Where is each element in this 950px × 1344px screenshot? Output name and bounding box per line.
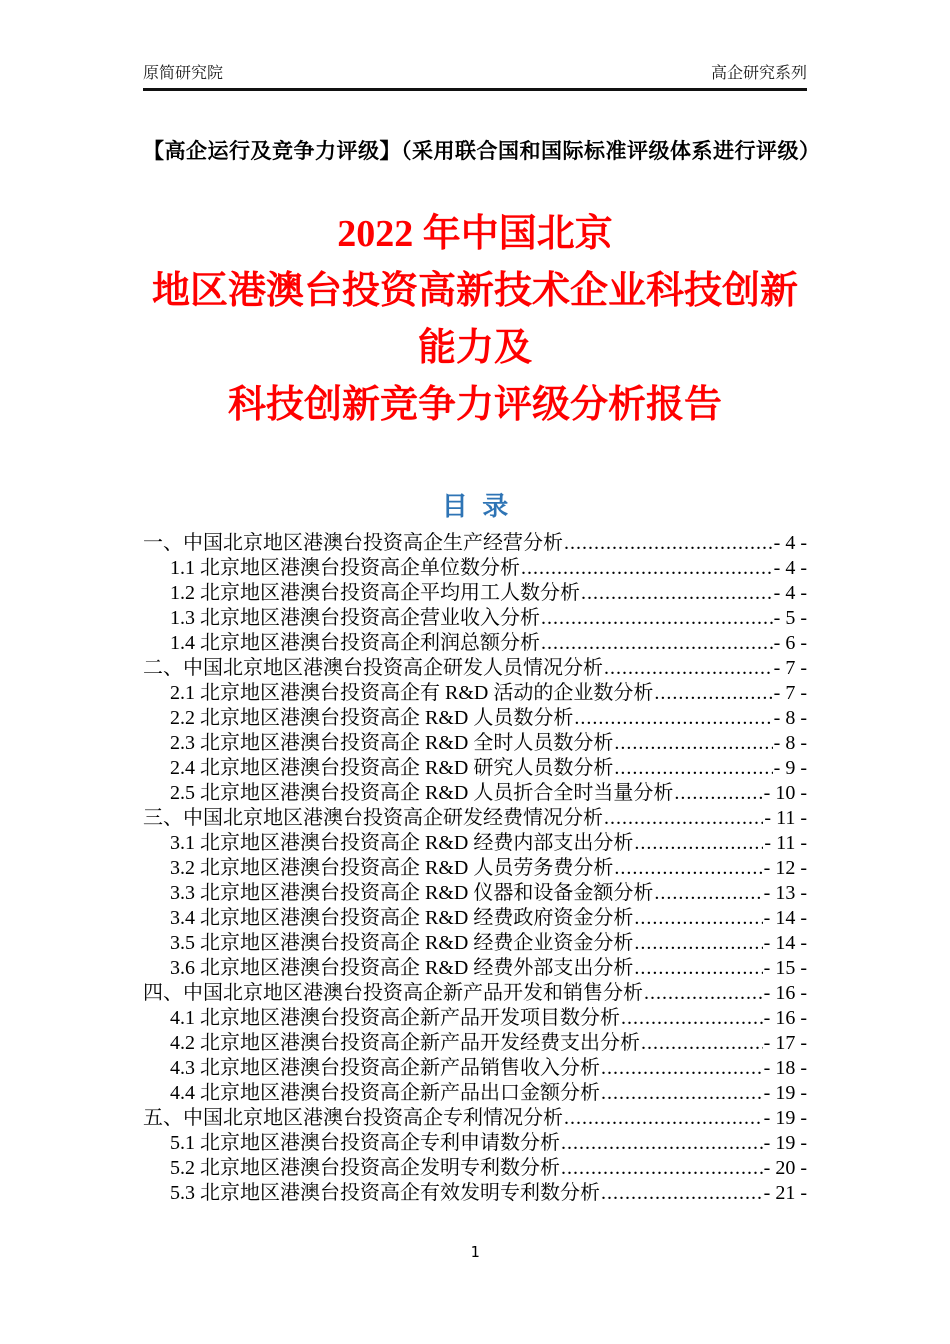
toc-leader-dots (564, 531, 773, 556)
toc-leader-dots (574, 706, 772, 731)
toc-entry-title: 1.4 北京地区港澳台投资高企利润总额分析 (170, 632, 540, 654)
toc-entry-page: - 21 - (763, 1182, 807, 1204)
toc-entry-title: 2.3 北京地区港澳台投资高企 R&D 全时人员数分析 (170, 732, 614, 754)
toc-entry (143, 756, 807, 781)
toc-entry (143, 1031, 807, 1056)
toc-entry (143, 881, 807, 906)
header-left-text: 原简研究院 (143, 65, 224, 82)
toc-entry (143, 606, 807, 631)
toc-leader-dots (644, 981, 763, 1006)
toc-entry-title: 4.4 北京地区港澳台投资高企新产品出口金额分析 (170, 1082, 600, 1104)
toc-leader-dots (604, 806, 763, 831)
toc-entry (143, 731, 807, 756)
toc-leader-dots (601, 1181, 763, 1206)
toc-entry (143, 1081, 807, 1106)
toc-entry-title: 5.2 北京地区港澳台投资高企发明专利数分析 (170, 1157, 560, 1179)
toc-entry-page: - 15 - (763, 957, 807, 979)
toc-entry-page: - 9 - (773, 757, 807, 779)
toc-entry-title: 4.2 北京地区港澳台投资高企新产品开发经费支出分析 (170, 1032, 640, 1054)
toc-entry-title: 1.2 北京地区港澳台投资高企平均用工人数分析 (170, 582, 580, 604)
toc-entry-page: - 4 - (773, 582, 807, 604)
toc-entry-title: 四、中国北京地区港澳台投资高企新产品开发和销售分析 (143, 982, 643, 1004)
toc-leader-dots (561, 1131, 763, 1156)
toc-leader-dots (561, 1156, 763, 1181)
toc-entry-title: 2.5 北京地区港澳台投资高企 R&D 人员折合全时当量分析 (170, 782, 674, 804)
toc-entry (143, 706, 807, 731)
toc-entry-page: - 12 - (763, 857, 807, 879)
toc-entry-title: 三、中国北京地区港澳台投资高企研发经费情况分析 (143, 807, 603, 829)
toc-entry (143, 781, 807, 806)
toc-leader-dots (601, 1081, 763, 1106)
toc-leader-dots (581, 581, 773, 606)
toc-entry-page: - 17 - (763, 1032, 807, 1054)
toc-leader-dots (634, 906, 762, 931)
toc-entry-page: - 4 - (773, 532, 807, 554)
toc-entry-title: 3.4 北京地区港澳台投资高企 R&D 经费政府资金分析 (170, 907, 634, 929)
toc-leader-dots (674, 781, 762, 806)
report-title (120, 206, 830, 434)
toc-entry (143, 1131, 807, 1156)
toc-entry-title: 3.6 北京地区港澳台投资高企 R&D 经费外部支出分析 (170, 957, 634, 979)
toc-entry-page: - 16 - (763, 1007, 807, 1029)
toc-entry-page: - 19 - (763, 1107, 807, 1129)
header-right-text: 高企研究系列 (710, 65, 807, 82)
toc-entry-page: - 14 - (763, 932, 807, 954)
toc-leader-dots (634, 956, 762, 981)
toc-entry (143, 1156, 807, 1181)
toc-leader-dots (521, 556, 773, 581)
toc-entry-page: - 20 - (763, 1157, 807, 1179)
toc-entry-page: - 11 - (764, 832, 807, 854)
toc-leader-dots (641, 1031, 763, 1056)
toc-entry-title: 2.1 北京地区港澳台投资高企有 R&D 活动的企业数分析 (170, 682, 654, 704)
toc-entry-page: - 19 - (763, 1082, 807, 1104)
toc-entry-title: 2.4 北京地区港澳台投资高企 R&D 研究人员数分析 (170, 757, 614, 779)
report-title-line: 能力及 (417, 327, 532, 369)
toc-heading: 目 录 (441, 491, 509, 521)
toc-entry-page: - 8 - (773, 732, 807, 754)
toc-entry-title: 3.3 北京地区港澳台投资高企 R&D 仪器和设备金额分析 (170, 882, 654, 904)
toc-entry-title: 2.2 北京地区港澳台投资高企 R&D 人员数分析 (170, 707, 574, 729)
toc-entry (143, 1006, 807, 1031)
toc-entry (143, 1181, 807, 1206)
toc-entry-title: 1.1 北京地区港澳台投资高企单位数分析 (170, 557, 520, 579)
toc-entry (143, 806, 807, 831)
toc-entry-page: - 6 - (773, 632, 807, 654)
toc-entry-page: - 18 - (763, 1057, 807, 1079)
toc-entry-page: - 7 - (773, 657, 807, 679)
toc-entry (143, 581, 807, 606)
toc-entry (143, 831, 807, 856)
toc-entry-title: 1.3 北京地区港澳台投资高企营业收入分析 (170, 607, 540, 629)
toc-entry-title: 一、中国北京地区港澳台投资高企生产经营分析 (143, 532, 563, 554)
toc-entry-title: 3.2 北京地区港澳台投资高企 R&D 人员劳务费分析 (170, 857, 614, 879)
toc-entry-page: - 10 - (763, 782, 807, 804)
toc-entry (143, 1056, 807, 1081)
toc-entry-title: 4.3 北京地区港澳台投资高企新产品销售收入分析 (170, 1057, 600, 1079)
toc-entry-page: - 14 - (763, 907, 807, 929)
toc-leader-dots (541, 631, 773, 656)
toc-entry-page: - 7 - (773, 682, 807, 704)
toc-entry (143, 856, 807, 881)
toc-entry-title: 3.5 北京地区港澳台投资高企 R&D 经费企业资金分析 (170, 932, 634, 954)
toc-leader-dots (604, 656, 773, 681)
toc-entry-title: 5.3 北京地区港澳台投资高企有效发明专利数分析 (170, 1182, 600, 1204)
toc-entry (143, 956, 807, 981)
toc-leader-dots (614, 756, 772, 781)
toc-entry-page: - 16 - (763, 982, 807, 1004)
report-title-line: 2022 年中国北京 (337, 213, 613, 255)
toc-leader-dots (601, 1056, 763, 1081)
toc-leader-dots (614, 856, 762, 881)
rating-subtitle: 【高企运行及竞争力评级】（采用联合国和国际标准评级体系进行评级） (143, 139, 821, 163)
toc-leader-dots (654, 881, 762, 906)
toc-entry (143, 681, 807, 706)
toc-entry (143, 906, 807, 931)
toc-entry (143, 631, 807, 656)
toc-entry (143, 981, 807, 1006)
report-title-line: 科技创新竞争力评级分析报告 (227, 384, 722, 426)
toc-entry (143, 656, 807, 681)
toc-entry-page: - 5 - (773, 607, 807, 629)
toc-leader-dots (564, 1106, 763, 1131)
toc-entry (143, 1106, 807, 1131)
toc-entry (143, 931, 807, 956)
toc-leader-dots (541, 606, 773, 631)
toc-entry-page: - 13 - (763, 882, 807, 904)
toc-entry-title: 二、中国北京地区港澳台投资高企研发人员情况分析 (143, 657, 603, 679)
footer-page-number: 1 (470, 1243, 480, 1261)
toc-list (143, 531, 807, 1206)
toc-entry (143, 556, 807, 581)
toc-leader-dots (614, 731, 772, 756)
toc-entry-title: 4.1 北京地区港澳台投资高企新产品开发项目数分析 (170, 1007, 620, 1029)
report-title-line: 地区港澳台投资高新技术企业科技创新 (151, 270, 798, 312)
toc-leader-dots (654, 681, 772, 706)
toc-leader-dots (621, 1006, 763, 1031)
toc-entry-title: 3.1 北京地区港澳台投资高企 R&D 经费内部支出分析 (170, 832, 634, 854)
toc-entry-page: - 8 - (773, 707, 807, 729)
toc-entry-page: - 4 - (773, 557, 807, 579)
toc-entry-title: 五、中国北京地区港澳台投资高企专利情况分析 (143, 1107, 563, 1129)
toc-entry-page: - 19 - (763, 1132, 807, 1154)
page-header (143, 60, 807, 91)
toc-leader-dots (634, 831, 763, 856)
toc-entry (143, 531, 807, 556)
toc-entry-page: - 11 - (764, 807, 807, 829)
toc-entry-title: 5.1 北京地区港澳台投资高企专利申请数分析 (170, 1132, 560, 1154)
toc-leader-dots (634, 931, 762, 956)
